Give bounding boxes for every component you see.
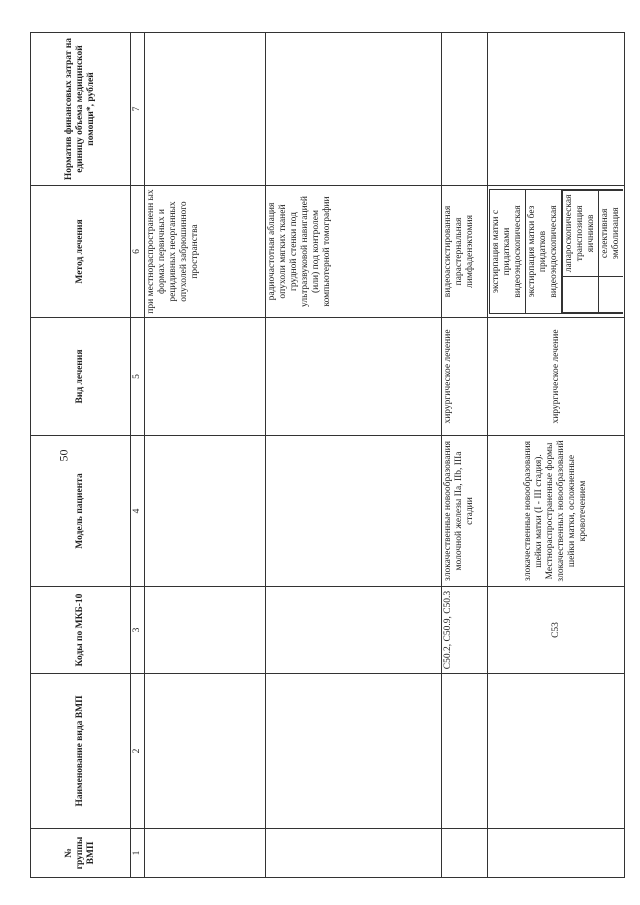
column-number-row [131, 33, 145, 878]
cell-group [442, 829, 488, 878]
column-number: 2 [131, 674, 145, 829]
cell-name [442, 674, 488, 829]
cell-codes [266, 587, 442, 674]
method-item: экстирпация матки без придатков видеоэндоскопическая [526, 190, 562, 314]
cell-norm [442, 33, 488, 186]
method-item: лапароскопическая транспозиция яичников [563, 191, 599, 277]
table-row [145, 33, 266, 878]
header-method: Метод лечения [31, 186, 131, 318]
cell-method: видеоассистированная парастернальная лимфаденэктомия [442, 186, 488, 318]
rotated-page [30, 33, 630, 878]
cell-model: злокачественные новообразования молочной железы IIa, IIb, IIIa стадии [442, 436, 488, 587]
column-number: 3 [131, 587, 145, 674]
method-sublist [562, 190, 623, 313]
cell-name [145, 674, 266, 829]
table-row [442, 33, 488, 878]
cell-method [488, 186, 625, 318]
cell-codes: C50.2, C50.9, C50.3 [442, 587, 488, 674]
cell-group [266, 829, 442, 878]
method-item: селективная эмболизация [599, 191, 624, 277]
column-number: 7 [131, 33, 145, 186]
cell-codes: C53 [488, 587, 625, 674]
column-number: 5 [131, 318, 145, 436]
cell-method: при местнораспространенн ых формах первичных и рецидивных неорганных опухолей забрюшинного пространства [145, 186, 266, 318]
header-row [31, 33, 131, 878]
header-treatment-type: Вид лечения [31, 318, 131, 436]
column-number: 6 [131, 186, 145, 318]
table-row [266, 33, 442, 878]
cell-name [266, 674, 442, 829]
vmp-table [30, 32, 625, 878]
cell-norm [266, 33, 442, 186]
header-codes: Коды по МКБ-10 [31, 587, 131, 674]
page-number: 50 [56, 449, 71, 462]
cell-name [488, 674, 625, 829]
cell-method: радиочастотная аблация опухоли мягких тканей грудной стенки под ультразвуковой навигацией (или) под контролем компьютерной томографии [266, 186, 442, 318]
cell-norm [488, 33, 625, 186]
cell-group [488, 829, 625, 878]
header-norm: Норматив финансовых затрат на единицу объема медицинской помощи*, рублей [31, 33, 131, 186]
cell-treatment-type: хирургическое лечение [488, 318, 625, 436]
cell-model [266, 436, 442, 587]
cell-treatment-type: хирургическое лечение [442, 318, 488, 436]
cell-treatment-type [266, 318, 442, 436]
header-name: Наименование вида ВМП [31, 674, 131, 829]
cell-treatment-type [145, 318, 266, 436]
header-model: Модель пациента [31, 436, 131, 587]
cell-group [145, 829, 266, 878]
column-number: 1 [131, 829, 145, 878]
method-list [489, 189, 623, 314]
column-number: 4 [131, 436, 145, 587]
method-item: экстирпация матки с придатками видеоэндоскопическая [490, 190, 526, 314]
cell-model [145, 436, 266, 587]
cell-norm [145, 33, 266, 186]
table-row [488, 33, 625, 878]
cell-codes [145, 587, 266, 674]
header-group: № группы ВМП [31, 829, 131, 878]
cell-model: злокачественные новообразования шейки матки (I - III стадия). Местнораспространенные формы злокачественных новообразований шейки матки, осложненные кровотечением [488, 436, 625, 587]
